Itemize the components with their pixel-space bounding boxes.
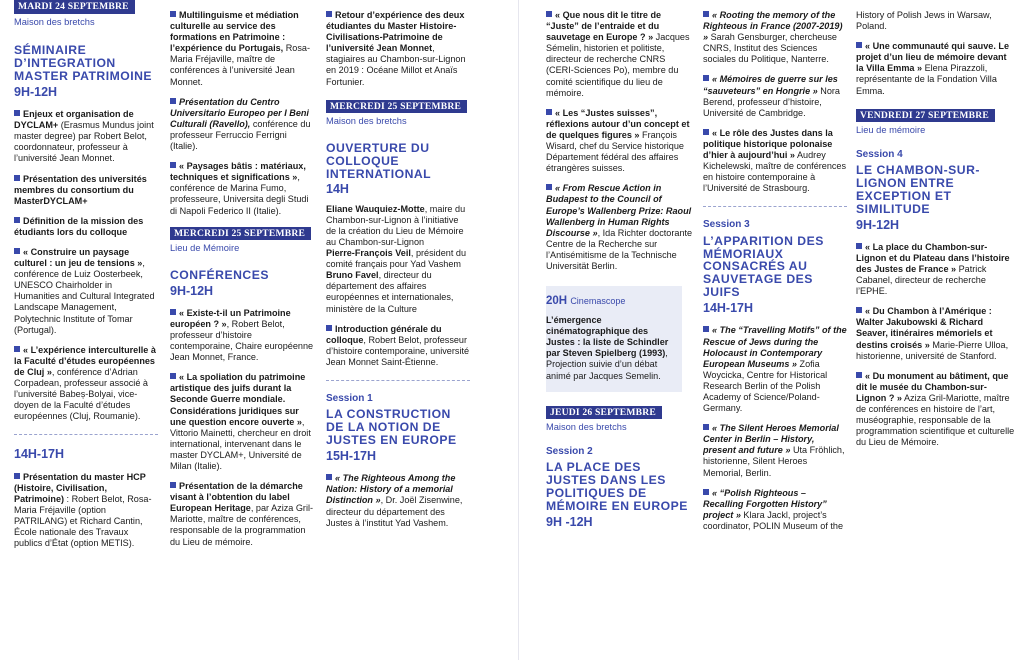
screening-description: L’émergence cinématographique des Justes : la liste de Schindler par Steven Spielberg (1993), Projection suivie d’un débat animé par Jacques Semelin. xyxy=(546,315,669,381)
bullet-square-icon xyxy=(703,489,709,495)
section-time: 9H-12H xyxy=(170,283,214,298)
bullet-square-icon xyxy=(703,11,709,17)
program-item: « Construire un paysage culturel : un jeu de tensions », conférence de Luiz Oosterbeek, UNESCO Chairholder in Humanities and Cultural Integrated Landscape Management, Polytechnic Institute of Tomar (Portugal). xyxy=(14,246,155,335)
session-label: Session 4 xyxy=(856,148,903,160)
program-item: « Les “Justes suisses”, réflexions autour d’un concept et de quelques figures » François Wisard, chef du Service historique Département fédéral des affaires étrangères suisses. xyxy=(546,107,690,174)
program-item: Introduction générale du colloque, Robert Belot, professeur d’histoire contemporaine, université Jean Monnet Saint-Étienne. xyxy=(326,323,470,367)
dashed-divider xyxy=(326,380,470,381)
section-title: CONFÉRENCES xyxy=(170,267,269,282)
speaker: Pierre-François Veil, président du comité français pour Yad Vashem xyxy=(326,248,467,270)
bullet-square-icon xyxy=(14,248,20,254)
speaker: Bruno Favel, directeur du département des affaires européennes et internationales, ministère de la Culture xyxy=(326,270,454,314)
date-banner: JEUDI 26 SEPTEMBRE xyxy=(546,406,662,420)
column-1 xyxy=(14,0,158,660)
program-item: « Une communauté qui sauve. Le projet d’un lieu de mémoire devant la Villa Emma » Elena Pirazzoli, représentante de la Fondation Villa Emma. xyxy=(856,41,1010,96)
bullet-square-icon xyxy=(170,11,176,17)
screening-box xyxy=(546,286,682,392)
bullet-square-icon xyxy=(856,372,862,378)
program-item: « Le rôle des Justes dans la politique historique polonaise d’hier à aujourd’hui » Audrey Kichelewski, maître de conférences en histoire contemporaine à l’Université de Strasbourg. xyxy=(703,127,847,194)
program-item: « Du monument au bâtiment, que dit le musée du Chambon-sur-Lignon ? » Aziza Gril-Mariotte, maître de conférences en histoire de l’art, muséographie, responsable de la programmation scientifique et culturelle du Lieu de Mémoire. xyxy=(856,370,1015,448)
continued-text: History of Polish Jews in Warsaw, Poland. xyxy=(856,10,992,32)
section-time: 14H xyxy=(326,182,349,197)
program-item: « The Silent Heroes Memorial Center in Berlin – History, present and future » Uta Fröhlich, historienne, Silent Heroes Memorial, Berlin. xyxy=(703,423,845,478)
section-title: LA PLACE DES JUSTES DANS LES POLITIQUES DE MÉMOIRE EN EUROPE xyxy=(546,459,688,513)
column-2 xyxy=(170,0,316,660)
bullet-square-icon xyxy=(14,346,20,352)
program-item: Multilinguisme et médiation culturelle au service des formations en Patrimoine : l’expérience du Portugais, Rosa-Maria Fréjaville, maître de conférences à l’université Jean Monnet. xyxy=(170,10,310,87)
column-4 xyxy=(546,0,694,660)
dashed-divider xyxy=(14,434,158,435)
program-item: « Rooting the memory of the Righteous in France (2007-2019) » Sarah Gensburger, chercheuse CNRS, Institut des Sciences sociales du Politique, Nanterre. xyxy=(703,10,843,65)
bullet-square-icon xyxy=(703,75,709,81)
section-title: L’APPARITION DES MÉMORIAUX CONSACRÉS AU SAUVETAGE DES JUIFS xyxy=(703,233,824,300)
section-time: 14H-17H xyxy=(703,301,754,316)
speaker: Eliane Wauquiez-Motte, maire du Chambon-sur-Lignon à l’initiative de la création du Lieu de Mémoire au Chambon-sur-Lignon xyxy=(326,203,466,247)
venue: Lieu de Mémoire xyxy=(170,243,240,254)
program-item: Définition de la mission des étudiants lors du colloque xyxy=(14,215,144,237)
bullet-square-icon xyxy=(170,373,176,379)
program-item: « Existe-t-il un Patrimoine européen ? », Robert Belot, professeur d’histoire contemporaine, Chaire européenne Jean Monnet, France. xyxy=(170,307,314,363)
program-item: Retour d’expérience des deux étudiantes du Master Histoire-Civilisations-Patrimoine de l’université Jean Monnet, stagiaires au Chambon-sur-Lignon en 2019 : Océane Millot et Anaïs Fortunier. xyxy=(326,10,466,87)
bullet-square-icon xyxy=(326,474,332,480)
session-label: Session 1 xyxy=(326,393,373,405)
date-banner: MARDI 24 SEPTEMBRE xyxy=(14,0,135,14)
bullet-square-icon xyxy=(170,482,176,488)
bullet-square-icon xyxy=(14,217,20,223)
bullet-square-icon xyxy=(14,175,20,181)
program-item: « La spoliation du patrimoine artistique des juifs durant la Seconde Guerre mondiale. Considérations juridiques sur une question encore ouverte », Vittorio Mainetti, chercheur en droit international, intervenant dans le master DYCLAM+, Université de Milan (Italie). xyxy=(170,372,311,472)
fold-line xyxy=(518,0,519,660)
section-time: 14H-17H xyxy=(14,447,65,462)
column-5 xyxy=(703,0,847,660)
program-item: « The “Travelling Motifs” of the Rescue of Jews during the Holocaust in Contemporary European Museums » Zofia Woycicka, Centre for Historical Research Berlin of the Polish Academy of Science/Poland-Germany. xyxy=(703,325,847,414)
bullet-square-icon xyxy=(14,473,20,479)
date-banner: MERCREDI 25 SEPTEMBRE xyxy=(326,100,467,114)
bullet-square-icon xyxy=(703,326,709,332)
section-title: OUVERTURE DU COLLOQUE INTERNATIONAL xyxy=(326,140,432,181)
column-3 xyxy=(326,0,470,660)
bullet-square-icon xyxy=(546,109,552,115)
date-banner: MERCREDI 25 SEPTEMBRE xyxy=(170,227,311,241)
section-time: 15H-17H xyxy=(326,448,377,463)
program-item: « The Righteous Among the Nation: History of a memorial Distinction », Dr. Joël Zisenwine, directeur du département des Justes à l’institut Yad Vashem. xyxy=(326,473,463,528)
date-banner: VENDREDI 27 SEPTEMBRE xyxy=(856,109,995,123)
column-6 xyxy=(856,0,1016,660)
section-title: LA CONSTRUCTION DE LA NOTION DE JUSTES EN EUROPE xyxy=(326,407,457,448)
bullet-square-icon xyxy=(326,11,332,17)
program-item: « L’expérience interculturelle à la Faculté d’études européennes de Cluj », conférence d’Adrian Corpadean, professeur associé à l’université Babeș-Bolyai, vice-doyen de la Faculté d’études européennes (Cluj, Roumanie). xyxy=(14,344,156,422)
screening-time: 20H xyxy=(546,295,568,308)
program-item: Présentation de la démarche visant à l’obtention du label European Heritage, par Aziza Gril-Mariotte, maître de conférences, responsable de la programmation du Lieu de mémoire. xyxy=(170,481,314,547)
section-time: 9H-12H xyxy=(14,84,58,99)
dashed-divider xyxy=(703,206,847,207)
section-time: 9H-12H xyxy=(856,217,900,232)
venue: Maison des bretchs xyxy=(14,16,95,27)
program-item: Présentation du Centro Universitario Europeo per I Beni Culturali (Ravello), conférence du professeur Ferruccio Ferrigni (Italie). xyxy=(170,96,311,152)
venue: Lieu de mémoire xyxy=(856,125,926,136)
program-item: « “Polish Righteous – Recalling Forgotten History” project » Klara Jackl, project’s coordinator, POLIN Museum of the xyxy=(703,487,844,531)
program-item: Présentation des universités membres du consortium du MasterDYCLAM+ xyxy=(14,173,147,206)
bullet-square-icon xyxy=(170,98,176,104)
bullet-square-icon xyxy=(14,110,20,116)
venue: Maison des bretchs xyxy=(546,422,627,433)
bullet-square-icon xyxy=(703,129,709,135)
venue: Maison des bretchs xyxy=(326,116,407,127)
section-title: SÉMINAIRE D’INTEGRATION MASTER PATRIMOINE xyxy=(14,43,153,83)
program-item: « From Rescue Action in Budapest to the Council of Europe’s Wallenberg Prize: Raoul Wallenberg in Human Rights Discourse », Ida Richter doctorante Centre de la Recherche sur l’Antisémitisme de la Technische Universität Berlin. xyxy=(546,183,693,271)
section-time: 9H -12H xyxy=(546,514,593,529)
screening-venue: Cinemascope xyxy=(570,296,626,307)
section-title: LE CHAMBON-SUR-LIGNON ENTRE EXCEPTION ET SIMILITUDE xyxy=(856,162,980,216)
bullet-square-icon xyxy=(856,307,862,313)
session-label: Session 2 xyxy=(546,445,593,457)
bullet-square-icon xyxy=(856,243,862,249)
program-item: « Paysages bâtis : matériaux, techniques et significations », conférence de Marina Fumo, professeure, Universita degli Studi di Napoli Federico II (Italie). xyxy=(170,161,309,216)
program-item: Présentation du master HCP (Histoire, Civilisation, Patrimoine) : Robert Belot, Rosa-Maria Fréjaville (option PATRILANG) et Richard Cantin, École nationale des Travaux publics d’État (option METIS). xyxy=(14,471,152,549)
program-item: « Mémoires de guerre sur les “sauveteurs” en Hongrie » Nora Berend, professeur d’histoire, Université de Cambridge. xyxy=(703,74,840,118)
program-item: « Du Chambon à l’Amérique : Walter Jakubowski & Richard Seaver, itinéraires mémoriels et destins croisés » Marie-Pierre Ulloa, historienne, université de Stanford. xyxy=(856,306,1009,361)
bullet-square-icon xyxy=(170,162,176,168)
program-item: « Que nous dit le titre de “Juste” de l’entraide et du sauvetage en Europe ? » Jacques Sémelin, historien et politiste, directeur de recherche CNRS (CERI-Sciences Po), membre du comité scientifique du lieu de mémoire. xyxy=(546,10,690,98)
bullet-square-icon xyxy=(326,325,332,331)
program-item: « La place du Chambon-sur-Lignon et du Plateau dans l’histoire des Justes de France » Patrick Cabanel, directeur de recherche l’EPHE. xyxy=(856,241,1010,297)
session-label: Session 3 xyxy=(703,219,750,231)
bullet-square-icon xyxy=(703,424,709,430)
program-item: Enjeux et organisation de DYCLAM+ (Erasmus Mundus joint master degree) par Robert Belot, coordonnateur, professeur à l’université Jean Monnet. xyxy=(14,109,154,164)
bullet-square-icon xyxy=(546,11,552,17)
bullet-square-icon xyxy=(546,184,552,190)
bullet-square-icon xyxy=(856,42,862,48)
bullet-square-icon xyxy=(170,309,176,315)
